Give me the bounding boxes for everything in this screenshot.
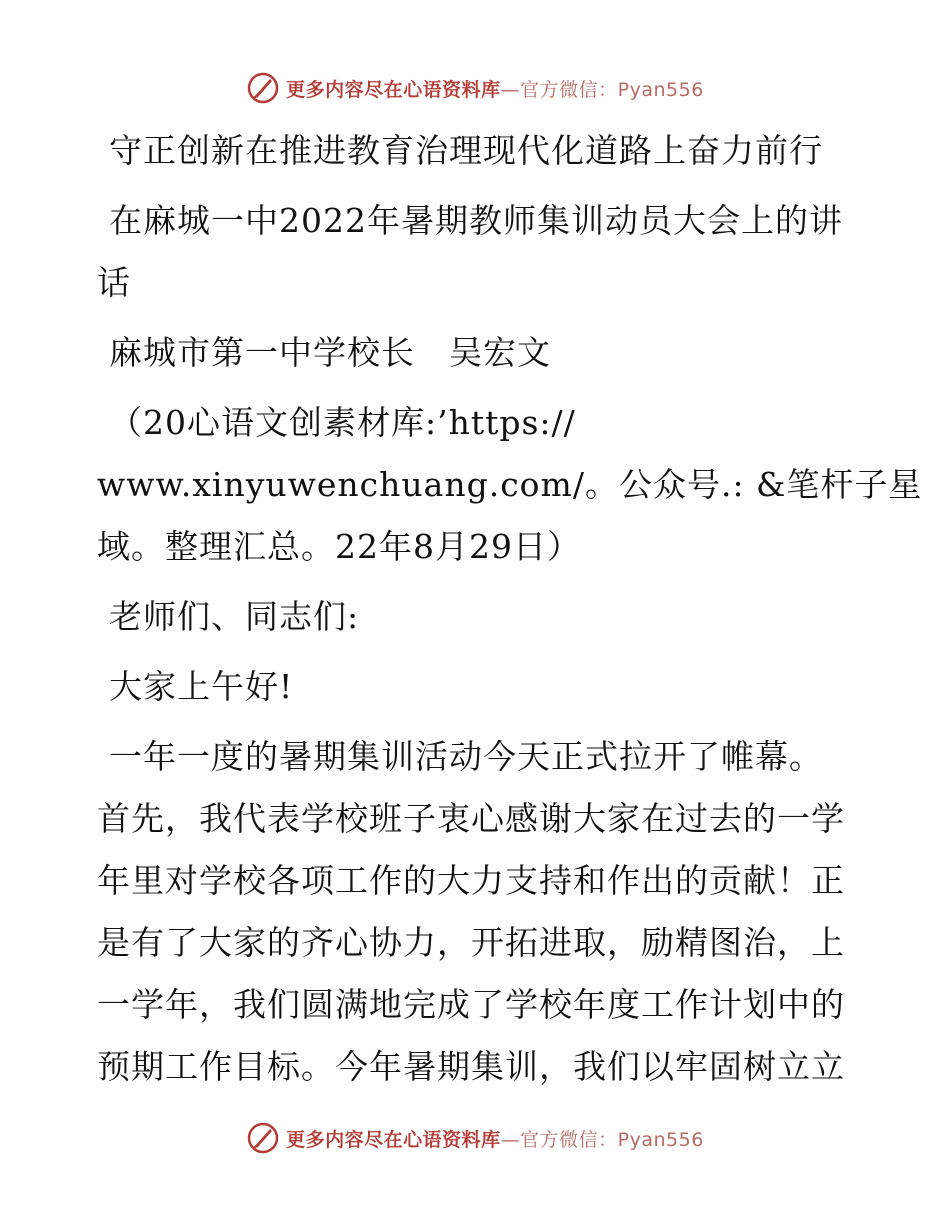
body-line: 一年一度的暑期集训活动今天正式拉开了帷幕。 bbox=[109, 737, 823, 776]
document-title: 守正创新在推进教育治理现代化道路上奋力前行 bbox=[109, 131, 823, 170]
footer-banner-text bbox=[286, 1125, 704, 1152]
body-line: 年里对学校各项工作的大力支持和作出的贡献！正 bbox=[97, 861, 845, 900]
body-line: 一学年，我们圆满地完成了学校年度工作计划中的 bbox=[97, 985, 845, 1024]
document-author: 麻城市第一中学校长 吴宏文 bbox=[109, 333, 551, 372]
document-subtitle-line-1: 在麻城一中2022年暑期教师集训动员大会上的讲 bbox=[109, 201, 843, 240]
banner-brand: 更多内容尽在心语资料库 bbox=[286, 78, 501, 101]
document-salutation: 大家上午好! bbox=[109, 667, 294, 706]
header-banner-text bbox=[286, 75, 704, 102]
document-source-line-3: 域。整理汇总。22年8月29日） bbox=[97, 527, 581, 566]
document-source-line-2: www.xinyuwenchuang.com/。公众号.: &笔杆子星 bbox=[97, 465, 923, 504]
quill-pen-circle-icon bbox=[246, 71, 280, 105]
document-subtitle-line-2: 话 bbox=[97, 263, 131, 302]
banner-brand: 更多内容尽在心语资料库 bbox=[286, 1128, 501, 1151]
body-line: 预期工作目标。今年暑期集训，我们以牢固树立立 bbox=[97, 1047, 845, 1086]
footer-banner bbox=[0, 1118, 950, 1158]
body-line: 是有了大家的齐心协力，开拓进取，励精图治，上 bbox=[97, 923, 845, 962]
document-greeting: 老师们、同志们: bbox=[109, 597, 360, 636]
banner-suffix: —官方微信：Pyan556 bbox=[500, 78, 704, 101]
quill-pen-circle-icon bbox=[246, 1121, 280, 1155]
document-body bbox=[97, 120, 923, 1098]
body-line: 首先，我代表学校班子衷心感谢大家在过去的一学 bbox=[97, 799, 845, 838]
header-banner bbox=[0, 68, 950, 108]
document-source-line-1: （20心语文创素材库:’https:// bbox=[109, 403, 576, 442]
banner-suffix: —官方微信：Pyan556 bbox=[500, 1128, 704, 1151]
